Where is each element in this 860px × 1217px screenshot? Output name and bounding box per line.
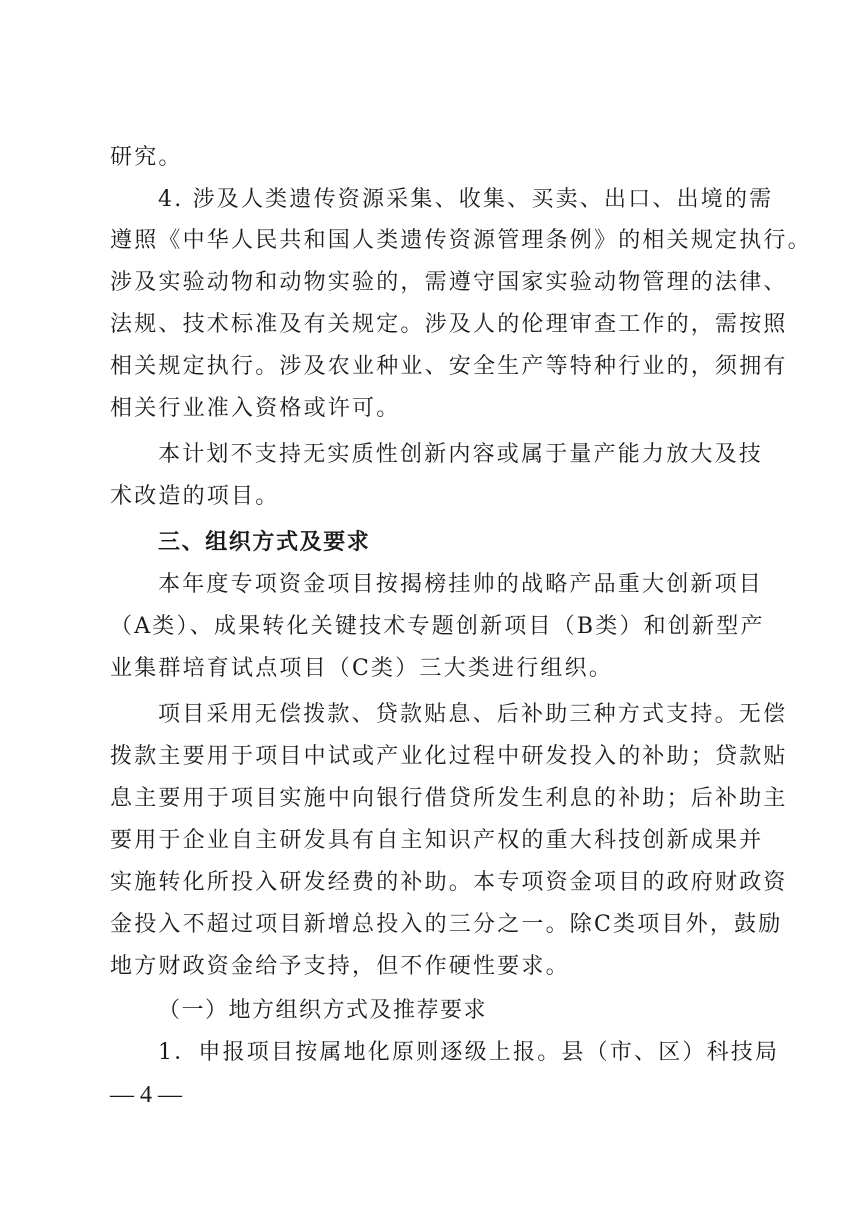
- section-heading: 三、组织方式及要求: [158, 530, 371, 555]
- text-line: 业集群培育试点项目（C类）三大类进行组织。: [110, 656, 614, 681]
- text-line: 本计划不支持无实质性创新内容或属于量产能力放大及技: [158, 442, 764, 467]
- text-line: 本年度专项资金项目按揭榜挂帅的战略产品重大创新项目: [158, 572, 764, 597]
- text-line: 遵照《中华人民共和国人类遗传资源管理条例》的相关规定执行。: [110, 228, 812, 253]
- text-line: 4. 涉及人类遗传资源采集、收集、买卖、出口、出境的需: [158, 187, 774, 212]
- text-line: 研究。: [110, 145, 183, 170]
- text-line: 1．申报项目按属地化原则逐级上报。县（市、区）科技局: [158, 1040, 780, 1065]
- text-line: 术改造的项目。: [110, 484, 280, 509]
- text-line: 要用于企业自主研发具有自主知识产权的重大科技创新成果并: [110, 828, 764, 853]
- text-line: 项目采用无偿拨款、贷款贴息、后补助三种方式支持。无偿: [158, 702, 788, 727]
- text-line: 实施转化所投入研发经费的补助。本专项资金项目的政府财政资: [110, 870, 788, 895]
- subsection-heading: （一）地方组织方式及推荐要求: [158, 998, 488, 1023]
- text-line: 涉及实验动物和动物实验的，需遵守国家实验动物管理的法律、: [110, 270, 788, 295]
- text-line: （A类）、成果转化关键技术专题创新项目（B类）和创新型产: [110, 614, 765, 639]
- text-line: 相关行业准入资格或许可。: [110, 396, 401, 421]
- text-line: 相关规定执行。涉及农业种业、安全生产等特种行业的，须拥有: [110, 354, 788, 379]
- text-line: 息主要用于项目实施中向银行借贷所发生利息的补助；后补助主: [110, 786, 788, 811]
- text-line: 拨款主要用于项目中试或产业化过程中研发投入的补助；贷款贴: [110, 744, 788, 769]
- text-line: 地方财政资金给予支持，但不作硬性要求。: [110, 954, 570, 979]
- page-number: — 4 —: [110, 1082, 182, 1108]
- text-line: 法规、技术标准及有关规定。涉及人的伦理审查工作的，需按照: [110, 312, 788, 337]
- text-line: 金投入不超过项目新增总投入的三分之一。除C类项目外，鼓励: [110, 912, 783, 937]
